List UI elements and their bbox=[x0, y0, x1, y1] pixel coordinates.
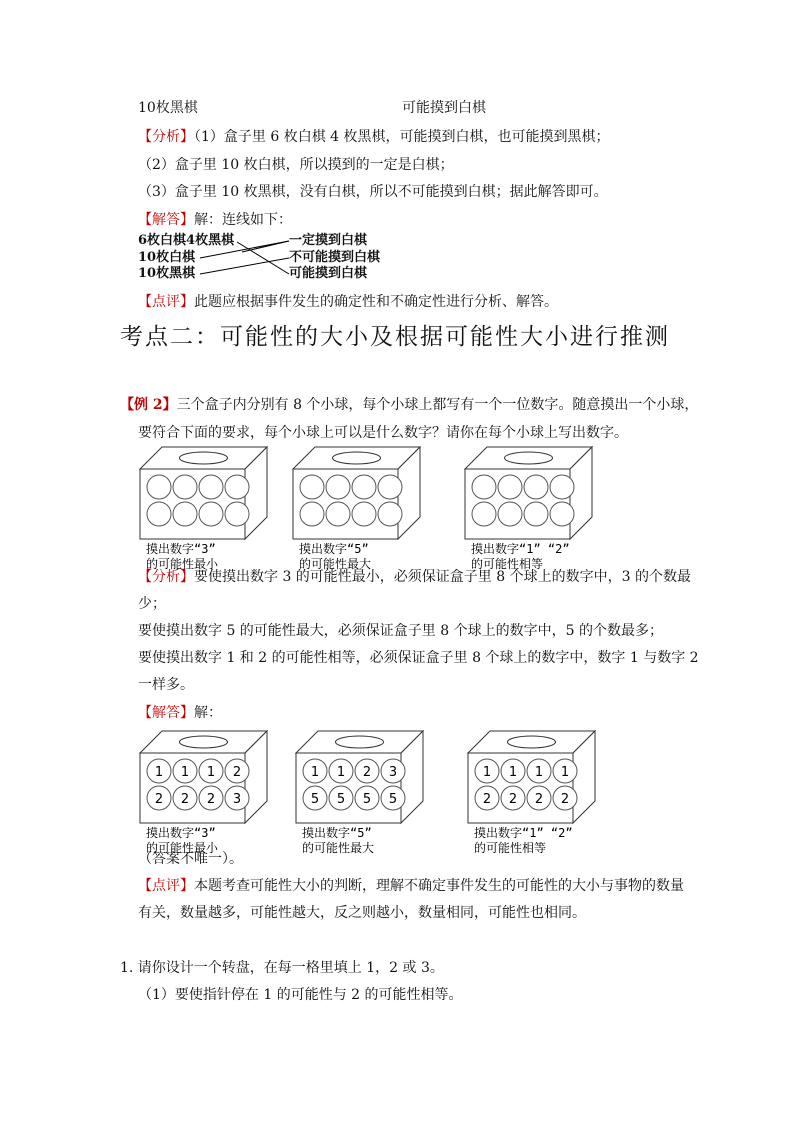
ball bbox=[147, 502, 171, 526]
exercise-line2: （1）要使指针停在 1 的可能性与 2 的可能性相等。 bbox=[138, 987, 463, 1003]
review-tag: 【点评】 bbox=[138, 294, 194, 310]
ball-number: 1 bbox=[508, 765, 518, 780]
ball-number: 5 bbox=[310, 792, 320, 807]
example-tag: 【例 2】 bbox=[120, 397, 177, 413]
question-box-1 bbox=[139, 446, 274, 570]
analysis2-line4: 要使摸出数字 1 和 2 的可能性相等，必须保证盒子里 8 个球上的数字中，数字 1 与数字 2 bbox=[138, 650, 699, 666]
match-left-3: 10枚黑棋 bbox=[138, 266, 196, 281]
answer-box-1 bbox=[139, 730, 274, 854]
ball-number: 2 bbox=[206, 792, 216, 807]
ball-number: 5 bbox=[388, 792, 398, 807]
ball bbox=[199, 475, 223, 499]
ball-number: 1 bbox=[180, 765, 190, 780]
right-item-maybe-white: 可能摸到白棋 bbox=[402, 100, 486, 116]
analysis2-tag: 【分析】 bbox=[138, 569, 194, 585]
analysis2-line5: 一样多。 bbox=[138, 677, 194, 693]
analysis1-line1 bbox=[138, 127, 610, 147]
answer2-line bbox=[138, 703, 222, 723]
review2-line2: 有关，数量越多，可能性越大，反之则越小，数量相同，可能性也相同。 bbox=[138, 905, 586, 921]
left-item-10-black: 10枚黑棋 bbox=[138, 100, 198, 116]
ball-number: 2 bbox=[534, 792, 544, 807]
section-title: 考点二：可能性的大小及根据可能性大小进行推测 bbox=[120, 324, 670, 350]
ball-number: 1 bbox=[534, 765, 544, 780]
answer-box-2 bbox=[295, 730, 430, 854]
answer2-text: 解： bbox=[194, 705, 222, 721]
ball bbox=[472, 475, 496, 499]
review1-line bbox=[138, 292, 558, 312]
ball-number: 1 bbox=[482, 765, 492, 780]
review2-text1: 本题考查可能性大小的判断，理解不确定事件发生的可能性的大小与事物的数量 bbox=[194, 878, 684, 894]
ball-number: 1 bbox=[154, 765, 164, 780]
ball-number: 5 bbox=[362, 792, 372, 807]
analysis2-line3: 要使摸出数字 5 的可能性最大，必须保证盒子里 8 个球上的数字中，5 的个数最多； bbox=[138, 623, 663, 639]
ball-number: 1 bbox=[310, 765, 320, 780]
answer1-text: 解：连线如下： bbox=[194, 212, 292, 228]
ball bbox=[352, 475, 376, 499]
ball-number: 3 bbox=[388, 765, 398, 780]
match-left-2: 10枚白棋 bbox=[138, 250, 196, 265]
review1-text: 此题应根据事件发生的确定性和不确定性进行分析、解答。 bbox=[194, 294, 558, 310]
box-caption-line1: 摸出数字“1” “2” bbox=[474, 826, 573, 840]
answer-box-3 bbox=[467, 730, 602, 854]
match-right-1: 一定摸到白棋 bbox=[289, 233, 368, 248]
example2-line1 bbox=[120, 395, 698, 415]
box-caption-line2: 的可能性最小 bbox=[146, 841, 219, 854]
ball-number: 1 bbox=[336, 765, 346, 780]
ball bbox=[147, 475, 171, 499]
review2-line1 bbox=[138, 876, 684, 896]
match-right-3: 可能摸到白棋 bbox=[289, 266, 368, 281]
answer-tag: 【解答】 bbox=[138, 212, 194, 228]
question-box-3 bbox=[464, 446, 599, 570]
ball bbox=[550, 502, 574, 526]
question-box-2 bbox=[292, 446, 427, 570]
ball-number: 2 bbox=[232, 765, 242, 780]
box-caption-line1: 摸出数字“5” bbox=[299, 542, 369, 556]
analysis2-line2: 少； bbox=[138, 596, 166, 612]
ball bbox=[524, 475, 548, 499]
ball bbox=[173, 502, 197, 526]
box-caption-line2: 的可能性最大 bbox=[299, 557, 372, 570]
analysis2-text1: 要使摸出数字 3 的可能性最小，必须保证盒子里 8 个球上的数字中，3 的个数最 bbox=[194, 569, 691, 585]
analysis1-line2: （2）盒子里 10 枚白棋，所以摸到的一定是白棋； bbox=[138, 157, 454, 173]
analysis-tag: 【分析】 bbox=[138, 129, 194, 145]
ball bbox=[199, 502, 223, 526]
ball-number: 2 bbox=[560, 792, 570, 807]
ball-number: 1 bbox=[560, 765, 570, 780]
ball bbox=[326, 502, 350, 526]
example2-line2: 要符合下面的要求，每个小球上可以是什么数字？请你在每个小球上写出数字。 bbox=[138, 425, 628, 441]
ball bbox=[498, 502, 522, 526]
box-caption-line1: 摸出数字“5” bbox=[302, 826, 372, 840]
ball bbox=[524, 502, 548, 526]
ball bbox=[378, 502, 402, 526]
match-right-2: 不可能摸到白棋 bbox=[289, 250, 381, 265]
exercise-line1: 1. 请你设计一个转盘，在每一格里填上 1，2 或 3。 bbox=[120, 960, 444, 976]
ball-number: 2 bbox=[508, 792, 518, 807]
ball bbox=[352, 502, 376, 526]
match-left-1: 6枚白棋4枚黑棋 bbox=[138, 233, 235, 248]
ball bbox=[225, 475, 249, 499]
analysis1-text1: （1）盒子里 6 枚白棋 4 枚黑棋，可能摸到白棋，也可能摸到黑棋； bbox=[194, 129, 610, 145]
analysis1-line3: （3）盒子里 10 枚黑棋，没有白棋，所以不可能摸到白棋；据此解答即可。 bbox=[138, 184, 608, 200]
box-caption-line1: 摸出数字“3” bbox=[146, 826, 216, 840]
ball-number: 2 bbox=[362, 765, 372, 780]
ball bbox=[225, 502, 249, 526]
ball bbox=[300, 502, 324, 526]
example2-text1: 三个盒子内分别有 8 个小球，每个小球上都写有一个一位数字。随意摸出一个小球， bbox=[176, 397, 699, 413]
ball bbox=[472, 502, 496, 526]
ball-number: 2 bbox=[180, 792, 190, 807]
box-caption-line2: 的可能性相等 bbox=[474, 841, 547, 854]
ball bbox=[300, 475, 324, 499]
analysis2-line1 bbox=[138, 567, 691, 587]
ball bbox=[326, 475, 350, 499]
ball-number: 2 bbox=[482, 792, 492, 807]
ball bbox=[173, 475, 197, 499]
ball-number: 2 bbox=[154, 792, 164, 807]
ball bbox=[498, 475, 522, 499]
ball-number: 3 bbox=[232, 792, 242, 807]
answer-note: （答案不唯一）。 bbox=[138, 851, 243, 867]
box-caption-line2: 的可能性最大 bbox=[302, 841, 375, 854]
ball bbox=[550, 475, 574, 499]
box-caption-line2: 的可能性相等 bbox=[471, 557, 544, 570]
matching-lines bbox=[190, 236, 300, 282]
ball bbox=[378, 475, 402, 499]
answer2-tag: 【解答】 bbox=[138, 705, 194, 721]
review2-tag: 【点评】 bbox=[138, 878, 194, 894]
box-caption-line1: 摸出数字“3” bbox=[146, 542, 216, 556]
box-caption-line1: 摸出数字“1” “2” bbox=[471, 542, 570, 556]
ball-number: 5 bbox=[336, 792, 346, 807]
answer1-line bbox=[138, 210, 292, 230]
ball-number: 1 bbox=[206, 765, 216, 780]
box-caption-line2: 的可能性最小 bbox=[146, 557, 219, 570]
